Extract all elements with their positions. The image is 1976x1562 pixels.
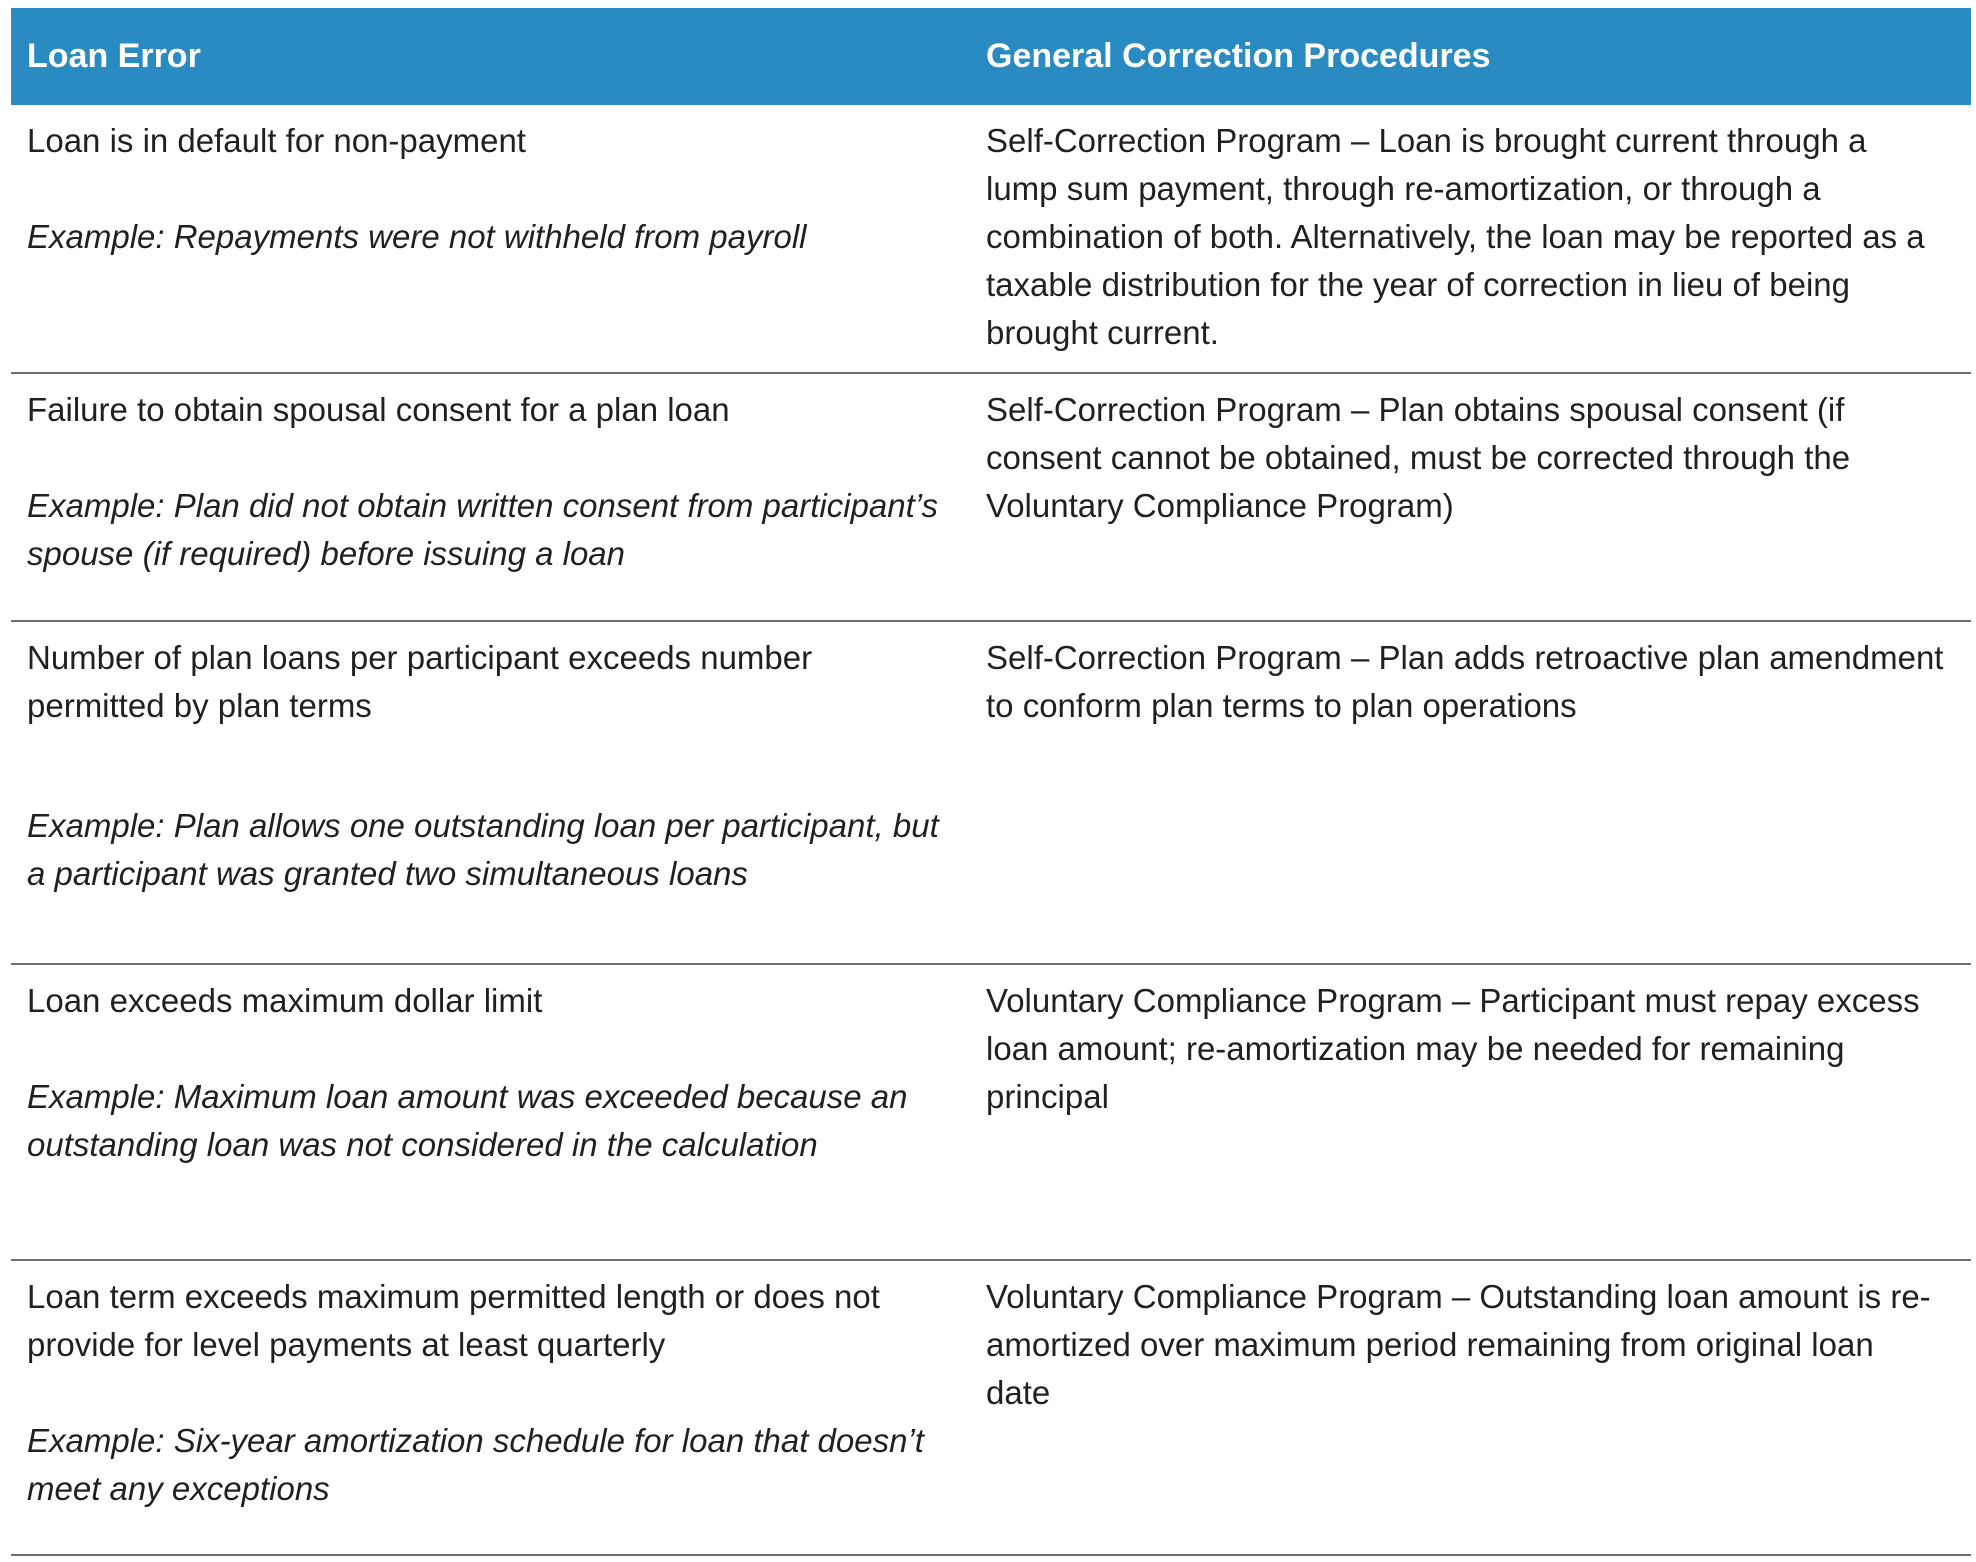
loan-error-example: Example: Plan did not obtain written consent from participant’s spouse (if required) before issuing a loan (27, 487, 939, 572)
correction-procedure-text: Voluntary Compliance Program – Participant must repay excess loan amount; re-amortization may be needed for remaining principal (986, 982, 1920, 1115)
loan-error-text: Loan term exceeds maximum permitted length or does not provide for level payments at least quarterly (27, 1278, 880, 1363)
loan-error-example: Example: Repayments were not withheld from payroll (27, 218, 807, 255)
loan-error-cell (11, 965, 986, 1259)
correction-procedure-text: Self-Correction Program – Loan is brought current through a lump sum payment, through re-amortization, or through a combination of both. Alternatively, the loan may be reported as a taxable distribution for the year of correction in lieu of being brought current. (986, 122, 1925, 351)
correction-procedure-text: Self-Correction Program – Plan adds retroactive plan amendment to conform plan terms to plan operations (986, 639, 1944, 724)
correction-procedure-cell (986, 965, 1971, 1259)
loan-error-cell (11, 105, 986, 372)
loan-error-text: Loan is in default for non-payment (27, 122, 526, 159)
loan-error-cell (11, 374, 986, 620)
loan-error-example: Example: Six-year amortization schedule for loan that doesn’t meet any exceptions (27, 1422, 924, 1507)
loan-error-text: Failure to obtain spousal consent for a plan loan (27, 391, 730, 428)
loan-error-cell (11, 622, 986, 963)
table-row (11, 622, 1971, 965)
correction-procedure-cell (986, 105, 1971, 372)
table-header (11, 8, 1971, 105)
table-row (11, 374, 1971, 622)
correction-procedure-cell (986, 622, 1971, 963)
table-row (11, 105, 1971, 374)
correction-procedure-text: Self-Correction Program – Plan obtains spousal consent (if consent cannot be obtained, must be corrected through the Voluntary Compliance Program) (986, 391, 1851, 524)
correction-procedure-cell (986, 1261, 1971, 1554)
header-correction-procedures: General Correction Procedures (986, 37, 1491, 75)
loan-error-example: Example: Plan allows one outstanding loan per participant, but a participant was granted two simultaneous loans (27, 807, 939, 892)
loan-error-example: Example: Maximum loan amount was exceeded because an outstanding loan was not considered in the calculation (27, 1078, 908, 1163)
loan-error-text: Number of plan loans per participant exceeds number permitted by plan terms (27, 639, 813, 724)
correction-procedure-cell (986, 374, 1971, 620)
loan-error-table (11, 8, 1971, 1556)
header-loan-error: Loan Error (27, 37, 201, 75)
loan-error-text: Loan exceeds maximum dollar limit (27, 982, 543, 1019)
loan-error-cell (11, 1261, 986, 1554)
table-row (11, 965, 1971, 1261)
table-row (11, 1261, 1971, 1556)
correction-procedure-text: Voluntary Compliance Program – Outstanding loan amount is re-amortized over maximum period remaining from original loan date (986, 1278, 1931, 1411)
